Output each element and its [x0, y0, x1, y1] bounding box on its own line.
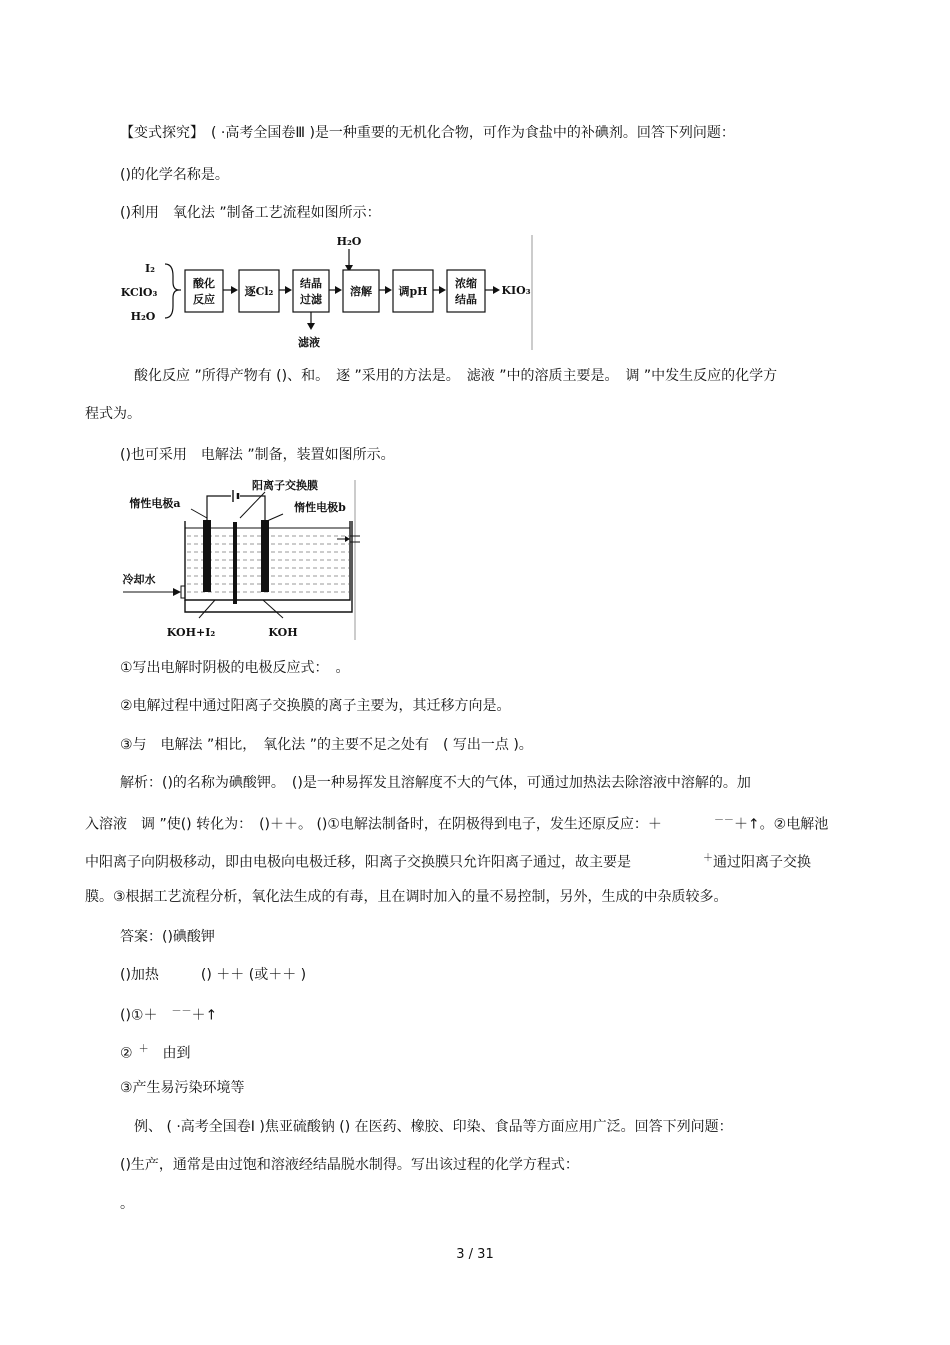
- svg-text:结晶: 结晶: [300, 277, 322, 290]
- question-3-1: ①写出电解时阴极的电极反应式： 。: [120, 660, 350, 676]
- membrane-label: 阳离子交换膜: [252, 479, 318, 492]
- svg-text:反应: 反应: [193, 293, 215, 306]
- question-2: ()利用 氧化法 ”制备工艺流程如图所示：: [120, 205, 381, 221]
- svg-text:酸化: 酸化: [193, 277, 215, 290]
- answer-3-1: ()①＋ －－＋↑: [120, 1006, 218, 1024]
- electrode-a: [203, 520, 211, 592]
- question-1: ()的化学名称是。: [120, 167, 229, 183]
- analysis-line-2: 入溶液 调 ”使() 转化为： ()＋＋。 ()①电解法制备时，在阴极得到电子，发生还原反应：＋ －－＋↑。②电解池: [85, 815, 829, 833]
- right-solution-label: KOH: [268, 626, 298, 639]
- left-solution-label: KOH+I₂: [166, 626, 216, 639]
- answer-3-3: ③产生易污染环境等: [120, 1080, 245, 1096]
- svg-text:调pH: 调pH: [398, 285, 428, 298]
- electrode-a-label: 惰性电极a: [129, 497, 181, 510]
- example-intro: 例、 ( ·高考全国卷Ⅰ )焦亚硫酸钠 () 在医药、橡胶、印染、食品等方面应用广泛。回答下列问题：: [120, 1119, 733, 1135]
- electrolysis-cell-diagram: [115, 476, 360, 644]
- analysis-line-1: 解析：()的名称为碘酸钾。 ()是一种易挥发且溶解度不大的气体，可通过加热法去除溶液中溶解的。加: [120, 775, 751, 791]
- svg-text:过滤: 过滤: [300, 293, 322, 306]
- answer-title: 答案：()碘酸钾: [120, 929, 215, 945]
- example-blank: 。: [120, 1196, 134, 1212]
- flow-input-kclo3: KClO₃: [120, 286, 158, 299]
- answer-3-2: ② ＋ 由到: [120, 1044, 191, 1062]
- process-flow-diagram: [115, 232, 540, 354]
- electrode-b-label: 惰性电极b: [294, 501, 346, 514]
- question-2-sub: 酸化反应 ”所得产物有 ()、和。 逐 ”采用的方法是。 滤液 ”中的溶质主要是。 调 ”中发生反应的化学方: [120, 368, 778, 384]
- electrode-b: [261, 520, 269, 592]
- svg-text:逐Cl₂: 逐Cl₂: [244, 285, 274, 298]
- example-question-1: ()生产，通常是由过饱和溶液经结晶脱水制得。写出该过程的化学方程式：: [120, 1157, 579, 1173]
- flow-output: KIO₃: [501, 284, 531, 297]
- membrane: [233, 522, 237, 604]
- question-3-3: ③与 电解法 ”相比， 氧化法 ”的主要不足之处有 ( 写出一点 )。: [120, 737, 533, 753]
- svg-text:浓缩: 浓缩: [455, 277, 477, 290]
- coolant-label: 冷却水: [122, 573, 156, 586]
- answer-2: ()加热 () ＋＋ (或＋＋ ): [120, 967, 307, 983]
- svg-text:溶解: 溶解: [350, 285, 372, 298]
- problem-intro: 【变式探究】 ( ·高考全国卷Ⅲ )是一种重要的无机化合物，可作为食盐中的补碘剂。回答下列问题：: [120, 125, 735, 141]
- flow-top-input: H₂O: [336, 235, 362, 248]
- page-number: 3 / 31: [456, 1247, 494, 1262]
- analysis-line-4: 膜。③根据工艺流程分析，氧化法生成的有毒，且在调时加入的量不易控制，另外，生成的中杂质较多。: [85, 889, 728, 905]
- question-3: ()也可采用 电解法 ”制备，装置如图所示。: [120, 447, 395, 463]
- question-3-2: ②电解过程中通过阳离子交换膜的离子主要为，其迁移方向是。: [120, 698, 511, 714]
- flow-byproduct: 滤液: [298, 336, 320, 349]
- analysis-line-3: 中阳离子向阴极移动，即由电极向电极迁移，阳离子交换膜只允许阳离子通过，故主要是 ＋通过阳离子交换: [85, 853, 811, 871]
- flow-input-h2o: H₂O: [130, 310, 156, 323]
- flow-input-i2: I₂: [145, 262, 155, 275]
- question-2-sub-cont: 程式为。: [85, 406, 141, 422]
- svg-text:结晶: 结晶: [455, 293, 477, 306]
